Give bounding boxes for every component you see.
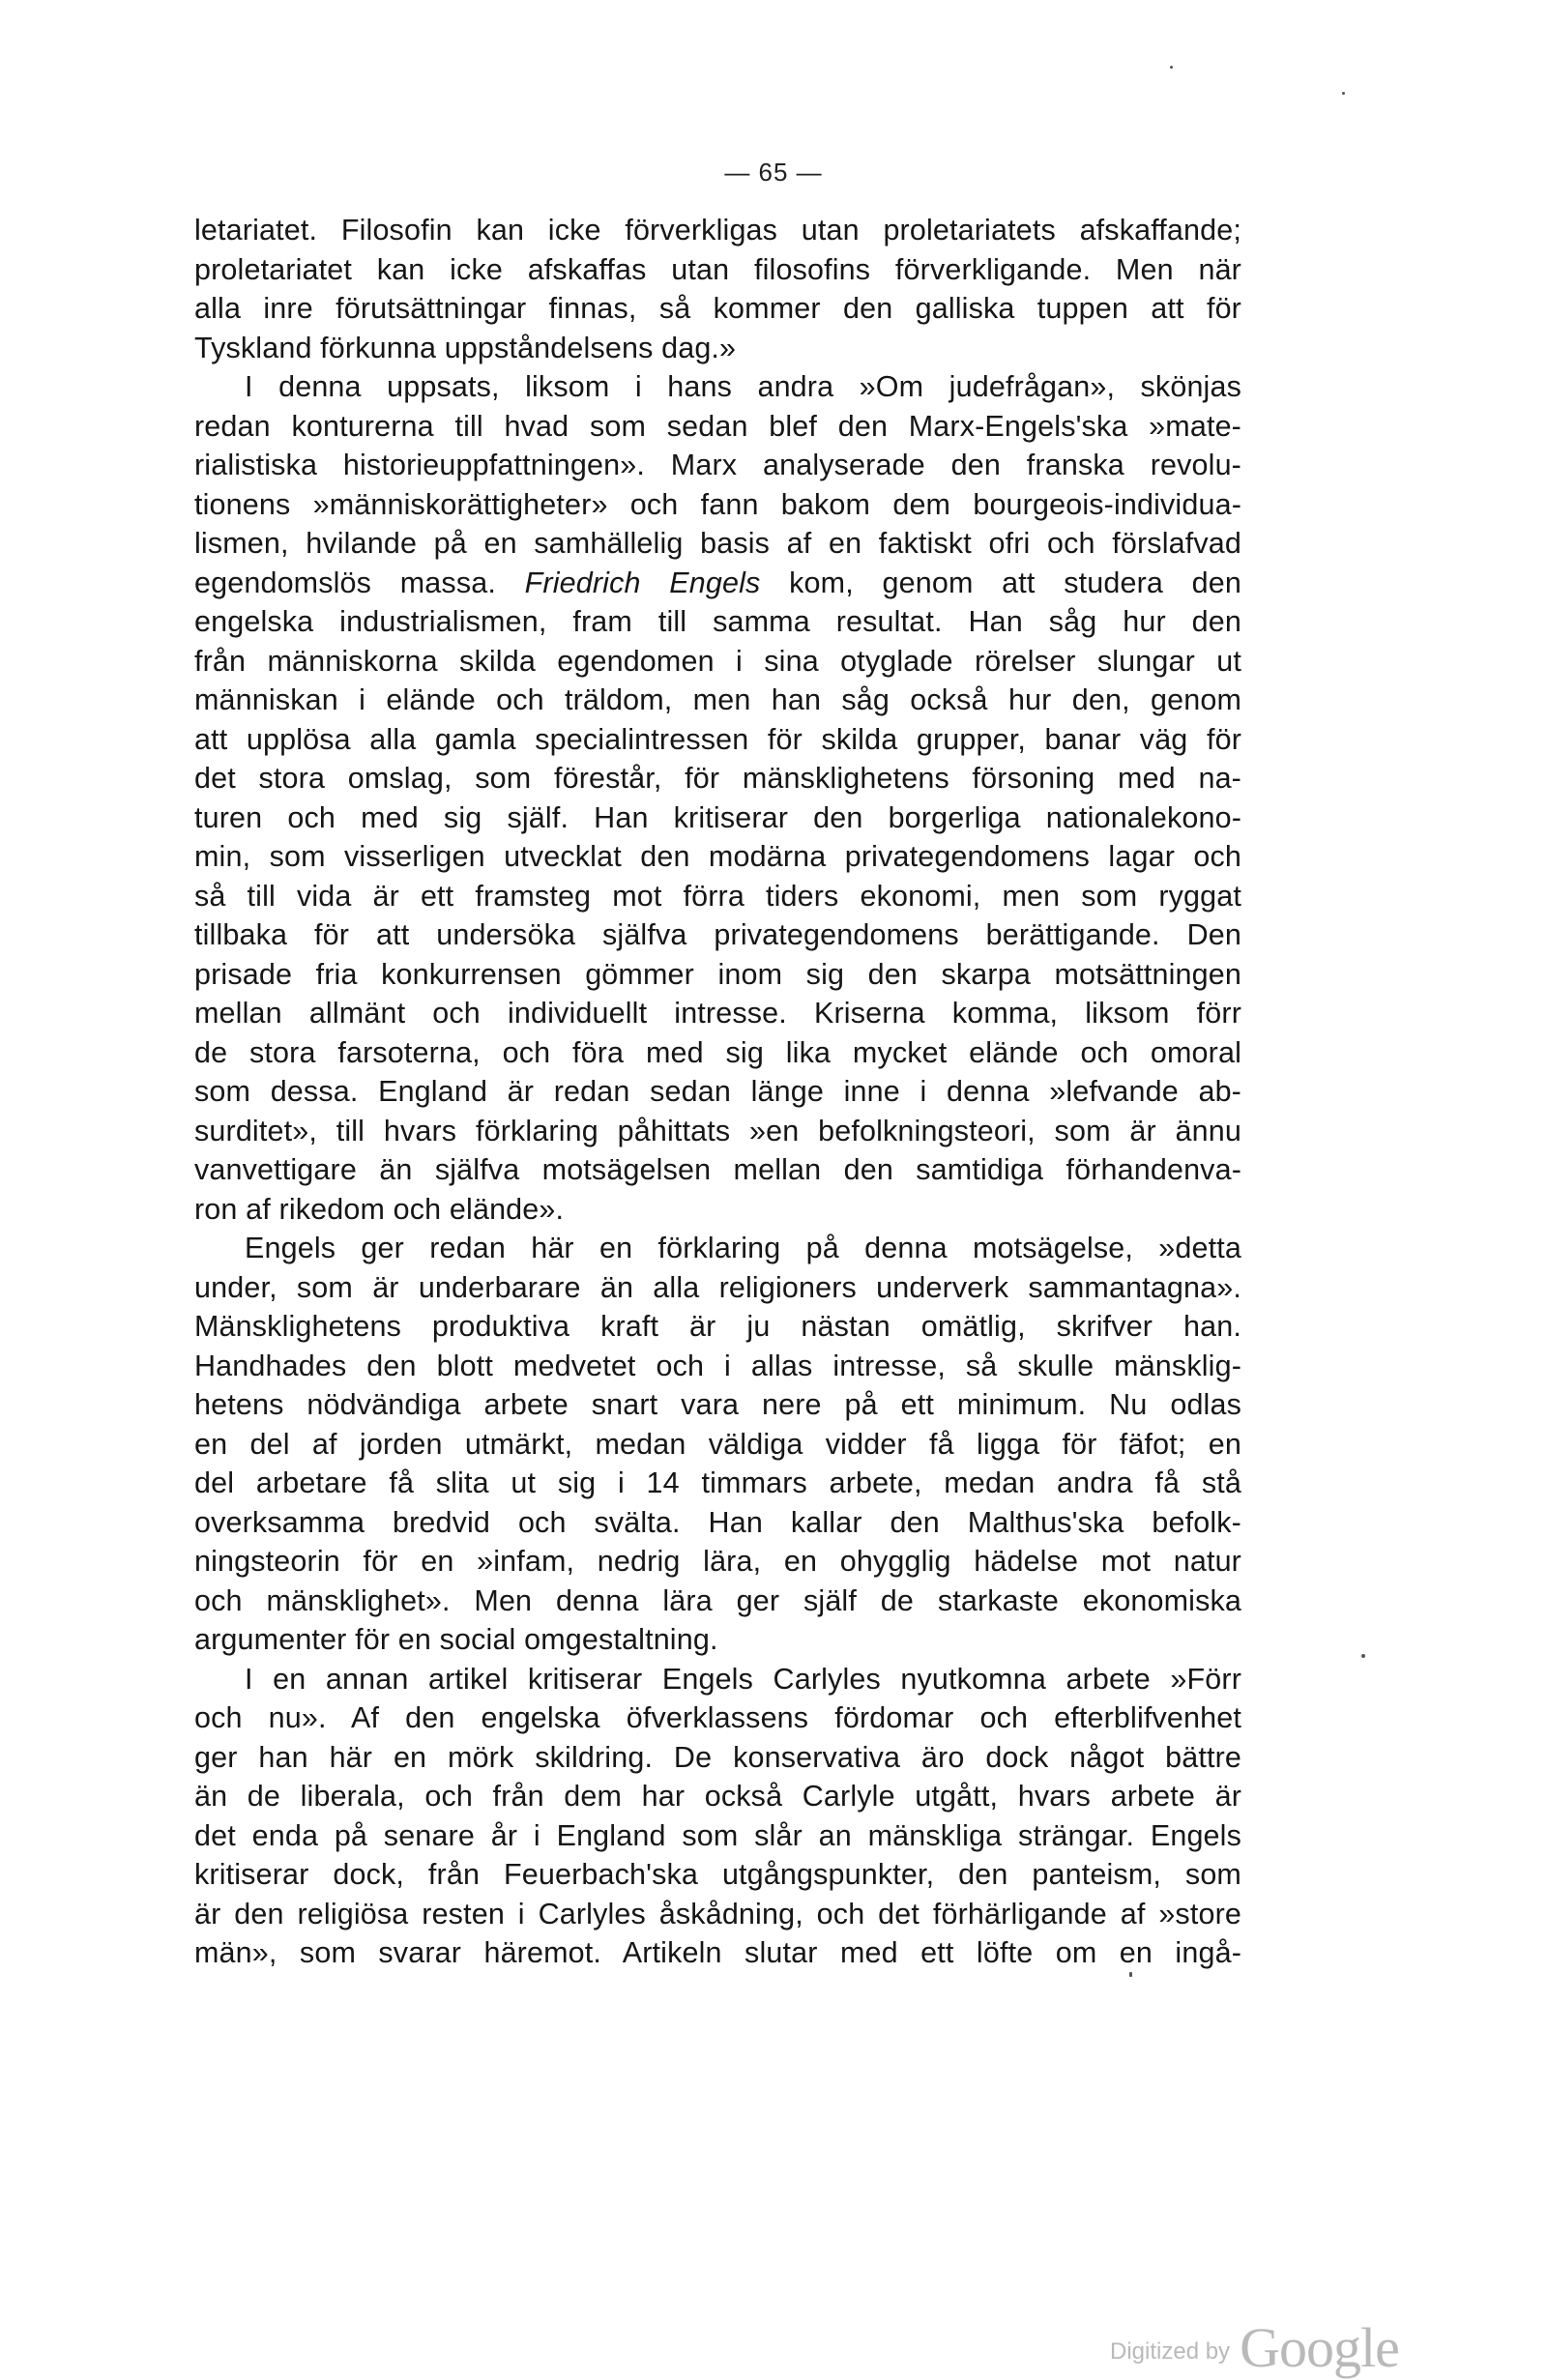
body-text [194,211,1241,1973]
text-line: argumenter för en social omgestaltning. [194,1623,718,1656]
text-line: kritiserar dock, från Feuerbach'ska utgångspunkter, den panteism, som [194,1858,1241,1891]
watermark-brand: Google [1240,2316,1399,2379]
text-line: tionens »människorättigheter» och fann bakom dem bourgeois-individua- [194,487,1241,521]
text-line: Tyskland förkunna uppståndelsens dag.» [194,331,737,364]
text-line: alla inre förutsättningar finnas, så kommer den galliska tuppen att för [194,292,1241,325]
text-line: är den religiösa resten i Carlyles åskådning, och det förhärligande af »store [194,1897,1241,1930]
text-line: Handhades den blott medvetet och i allas intresse, så skulle mänsklig- [194,1349,1241,1382]
text-line: egendomslös massa. Friedrich Engels kom, genom att studera den [194,566,1241,599]
text-line: hetens nödvändiga arbete snart vara nere på ett minimum. Nu odlas [194,1388,1241,1421]
text-line: Mänsklighetens produktiva kraft är ju nästan omätlig, skrifver han. [194,1310,1241,1343]
text-line: overksamma bredvid och svälta. Han kallar den Malthus'ska befolk- [194,1505,1241,1539]
text-line: och mänsklighet». Men denna lära ger själf de starkaste ekonomiska [194,1583,1241,1617]
text-line: tillbaka för att undersöka själfva privategendomens berättigande. Den [194,918,1241,951]
scan-speck [1361,1654,1365,1658]
text-line: människan i elände och träldom, men han såg också hur den, genom [194,683,1241,716]
text-line: surditet», till hvars förklaring påhittats »en befolkningsteori, som är ännu [194,1114,1241,1147]
text-line: rialistiska historieuppfattningen». Marx analyserade den franska revolu- [194,449,1241,481]
scan-speck [1170,66,1173,69]
scan-speck [1129,1972,1132,1977]
text-line: ningsteorin för en »infam, nedrig lära, en ohygglig hädelse mot natur [194,1545,1241,1578]
text-line: lismen, hvilande på en samhällelig basis af en faktiskt ofri och förslafvad [194,527,1241,560]
digitized-by-google-watermark [1110,2315,1399,2380]
page-number: — 65 — [724,158,823,187]
text-line: och nu». Af den engelska öfverklassens fördomar och efterblifvenhet [194,1701,1241,1734]
text-line: det stora omslag, som förestår, för mänsklighetens försoning med na- [194,762,1241,795]
text-line: från människorna skilda egendomen i sina otyglade rörelser slungar ut [194,644,1241,678]
text-line: I en annan artikel kritiserar Engels Carlyles nyutkomna arbete »Förr [245,1662,1241,1696]
text-line: mellan allmänt och individuellt intresse. Kriserna komma, liksom förr [194,997,1241,1030]
text-line: redan konturerna till hvad som sedan blef den Marx-Engels'ska »mate- [194,409,1241,443]
text-line: än de liberala, och från dem har också Carlyle utgått, hvars arbete är [194,1780,1241,1813]
scan-speck [1342,92,1345,95]
text-line: min, som visserligen utvecklat den modärna privategendomens lagar och [194,840,1241,873]
text-line: prisade fria konkurrensen gömmer inom sig den skarpa motsättningen [194,957,1241,991]
text-line: ger han här en mörk skildring. De konservativa äro dock något bättre [194,1740,1241,1774]
text-line: att upplösa alla gamla specialintressen för skilda grupper, banar väg för [194,722,1241,756]
text-line: proletariatet kan icke afskaffas utan filosofins förverkligande. Men när [194,252,1241,286]
text-line: män», som svarar häremot. Artikeln slutar med ett löfte om en ingå- [194,1936,1241,1969]
text-line: under, som är underbarare än alla religioners underverk sammantagna». [194,1270,1241,1304]
text-line: ron af rikedom och elände». [194,1192,565,1226]
text-line: så till vida är ett framsteg mot förra tiders ekonomi, men som ryggat [194,879,1241,913]
text-line: engelska industrialismen, fram till samma resultat. Han såg hur den [194,605,1241,638]
text-line: I denna uppsats, liksom i hans andra »Om judefrågan», skönjas [245,370,1241,403]
italic-name: Friedrich Engels [524,566,761,599]
text-line: en del af jorden utmärkt, medan väldiga vidder få ligga för fäfot; en [194,1427,1241,1461]
text-line: vanvettigare än själfva motsägelsen mellan den samtidiga förhandenva- [194,1153,1241,1186]
text-line: det enda på senare år i England som slår an mänskliga strängar. Engels [194,1818,1241,1852]
text-line: de stora farsoterna, och föra med sig lika mycket elände och omoral [194,1035,1241,1069]
text-line: letariatet. Filosofin kan icke förverkligas utan proletariatets afskaffande; [194,214,1241,247]
text-line: som dessa. England är redan sedan länge inne i denna »lefvande ab- [194,1075,1241,1108]
text-line: Engels ger redan här en förklaring på denna motsägelse, »detta [245,1232,1241,1264]
watermark-prefix: Digitized by [1110,2338,1231,2365]
text-line: del arbetare få slita ut sig i 14 timmars arbete, medan andra få stå [194,1466,1241,1499]
text-line: turen och med sig själf. Han kritiserar den borgerliga nationalekono- [194,800,1241,834]
